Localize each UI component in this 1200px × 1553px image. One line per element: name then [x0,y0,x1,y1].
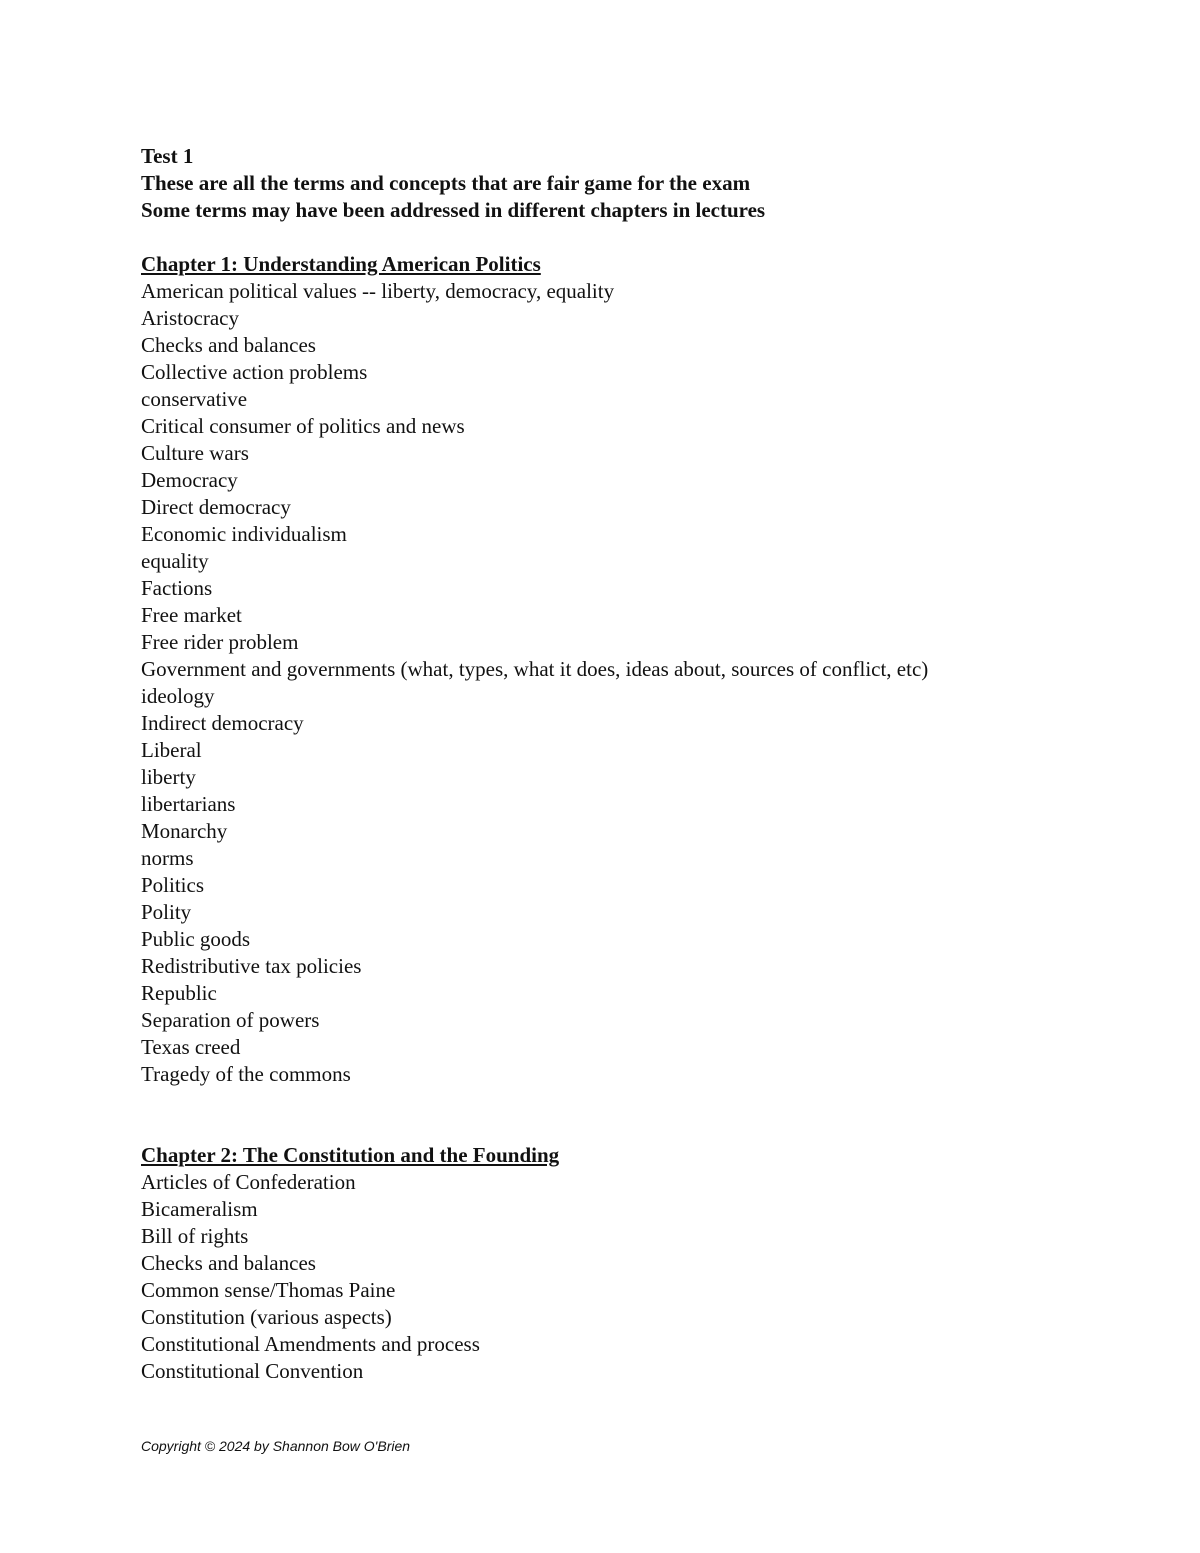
term-item: Democracy [141,468,238,492]
spacer [141,224,1121,251]
term-item: Separation of powers [141,1008,320,1032]
term-item: Checks and balances [141,1251,316,1275]
term-item: Culture wars [141,441,249,465]
term-item: Checks and balances [141,333,316,357]
copyright-footer: Copyright © 2024 by Shannon Bow O'Brien [141,1438,411,1454]
spacer [141,1115,1121,1142]
chapter-1-term-list [141,278,1121,1088]
term-item: Public goods [141,927,251,951]
term-item: Texas creed [141,1035,241,1059]
term-item: Articles of Confederation [141,1170,356,1194]
term-item: Free market [141,603,242,627]
term-item: Economic individualism [141,522,347,546]
term-item: Aristocracy [141,306,239,330]
chapter-2-heading: Chapter 2: The Constitution and the Founding [141,1143,560,1167]
term-item: Indirect democracy [141,711,304,735]
term-item: Free rider problem [141,630,299,654]
document-subtitle: These are all the terms and concepts that are fair game for the exam [141,171,751,195]
term-item: Republic [141,981,217,1005]
term-item: Constitutional Amendments and process [141,1332,480,1356]
term-item: Collective action problems [141,360,368,384]
term-item: Politics [141,873,205,897]
term-item: norms [141,846,194,870]
term-item: equality [141,549,209,573]
term-item: Critical consumer of politics and news [141,414,465,438]
term-item: Common sense/Thomas Paine [141,1278,396,1302]
term-item: ideology [141,684,215,708]
document-subtitle: Some terms may have been addressed in different chapters in lectures [141,198,766,222]
term-item: Bill of rights [141,1224,249,1248]
spacer [141,1088,1121,1115]
term-item: Constitution (various aspects) [141,1305,392,1329]
term-item: Direct democracy [141,495,291,519]
document-title: Test 1 [141,144,194,168]
term-item: Polity [141,900,192,924]
term-item: American political values -- liberty, democracy, equality [141,279,615,303]
term-item: liberty [141,765,196,789]
term-item: Monarchy [141,819,228,843]
term-item: Redistributive tax policies [141,954,362,978]
chapter-1-heading: Chapter 1: Understanding American Politics [141,252,541,276]
term-item: Liberal [141,738,202,762]
term-item: libertarians [141,792,236,816]
term-item: conservative [141,387,248,411]
document-body [141,143,1121,1385]
term-item: Tragedy of the commons [141,1062,351,1086]
term-item: Constitutional Convention [141,1359,364,1383]
term-item: Government and governments (what, types, what it does, ideas about, sources of conflict, etc) [141,657,929,681]
term-item: Bicameralism [141,1197,258,1221]
term-item: Factions [141,576,213,600]
chapter-2-term-list [141,1169,1121,1385]
